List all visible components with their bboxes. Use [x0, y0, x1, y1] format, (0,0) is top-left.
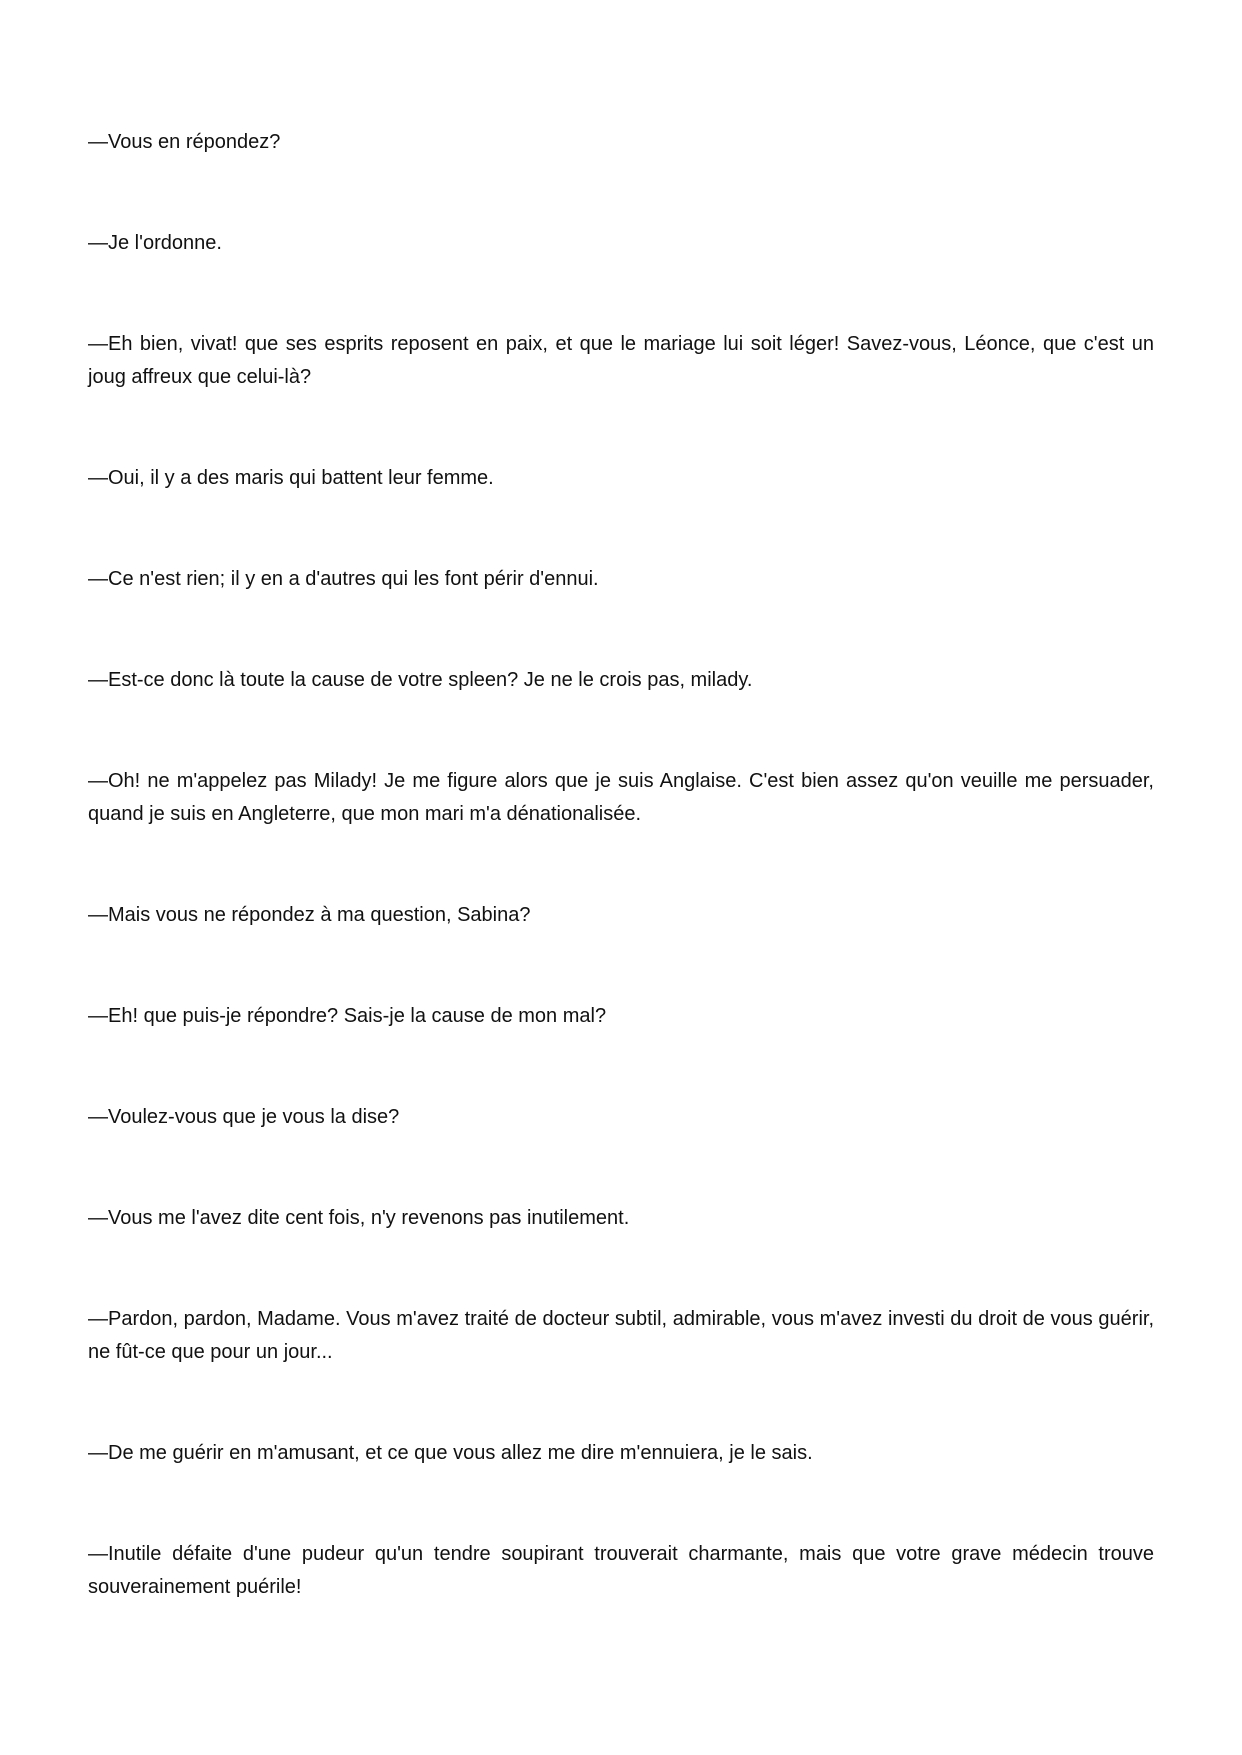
paragraph: —Est-ce donc là toute la cause de votre spleen? Je ne le crois pas, milady.: [88, 669, 753, 691]
paragraph: —Eh! que puis-je répondre? Sais-je la cause de mon mal?: [88, 1005, 607, 1027]
paragraph: —Oui, il y a des maris qui battent leur femme.: [88, 467, 494, 489]
paragraph: —Mais vous ne répondez à ma question, Sabina?: [88, 904, 531, 926]
paragraph: —Pardon, pardon, Madame. Vous m'avez traité de docteur subtil, admirable, vous m'avez investi du droit de vous guérir, ne fût-ce que pour un jour...: [88, 1308, 1154, 1363]
paragraph: —Eh bien, vivat! que ses esprits reposent en paix, et que le mariage lui soit léger! Savez-vous, Léonce, que c'est un joug affreux que celui-là?: [88, 333, 1154, 388]
document-body: [88, 126, 1154, 1672]
paragraph: —Ce n'est rien; il y en a d'autres qui les font périr d'ennui.: [88, 568, 599, 590]
paragraph: —Vous me l'avez dite cent fois, n'y revenons pas inutilement.: [88, 1207, 630, 1229]
paragraph: —Vous en répondez?: [88, 131, 281, 153]
paragraph: —Je l'ordonne.: [88, 232, 222, 254]
paragraph: —Oh! ne m'appelez pas Milady! Je me figure alors que je suis Anglaise. C'est bien assez qu'on veuille me persuader, quand je suis en Angleterre, que mon mari m'a dénationalisée.: [88, 770, 1154, 825]
paragraph: —De me guérir en m'amusant, et ce que vous allez me dire m'ennuiera, je le sais.: [88, 1442, 813, 1464]
paragraph: —Inutile défaite d'une pudeur qu'un tendre soupirant trouverait charmante, mais que votre grave médecin trouve souverainement puérile!: [88, 1543, 1154, 1598]
paragraph: —Voulez-vous que je vous la dise?: [88, 1106, 400, 1128]
